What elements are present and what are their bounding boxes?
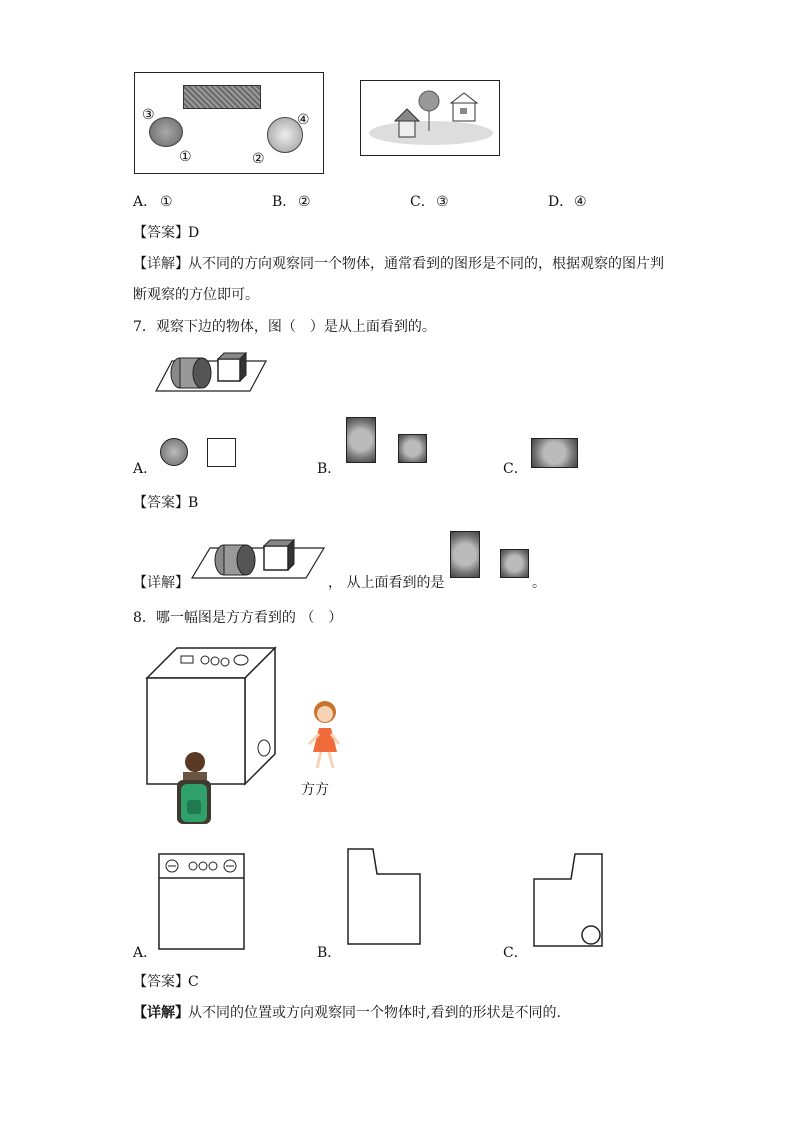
q6-scene-figure: [360, 80, 500, 156]
q8-question: 8．哪一幅图是方方看到的 （ ）: [133, 610, 343, 626]
scene-drawing: [361, 81, 499, 155]
q6-option-a-letter: A．: [133, 194, 158, 210]
q7-answer: B: [188, 495, 199, 511]
q8-scene-figure: [133, 640, 343, 835]
q7-b-square: [398, 434, 427, 463]
q8-answer-label: 【答案】: [133, 974, 189, 990]
q6-map-figure: [134, 72, 324, 174]
q8-a-front-view: [158, 853, 246, 951]
label-circle-3: ③: [142, 107, 155, 123]
label-circle-4: ④: [297, 112, 310, 128]
q7-option-c: C．: [503, 461, 528, 477]
q6-detail-label: 【详解】: [133, 256, 189, 272]
girl-name-label: 方方: [301, 782, 329, 798]
q7-detail-end: 。: [532, 575, 546, 591]
q7-c-rectangle: [531, 438, 578, 468]
q6-detail-line1: 从不同的方向观察同一个物体，通常看到的图形是不同的，根据观察的图片判: [188, 256, 664, 272]
q8-detail: 从不同的位置或方向观察同一个物体时,看到的形状是不同的.: [188, 1005, 561, 1021]
q7-detail-label: 【详解】: [133, 575, 189, 591]
q6-answer-label: 【答案】: [133, 225, 189, 241]
q7-detail-objects-figure: [190, 530, 326, 582]
q7-objects-figure: [144, 345, 268, 395]
q6-option-c-value: ③: [436, 194, 449, 210]
building-shape: [183, 85, 261, 109]
q6-option-a-value: ①: [160, 194, 173, 210]
label-circle-2: ②: [252, 151, 265, 167]
q7-question: 7．观察下边的物体，图（ ）是从上面看到的。: [133, 319, 436, 335]
q8-option-a: A．: [133, 945, 158, 961]
q7-detail-square: [500, 549, 529, 578]
q8-c-side-view: [533, 853, 605, 949]
q7-answer-label: 【答案】: [133, 495, 189, 511]
q6-option-b-value: ②: [298, 194, 311, 210]
q6-option-d-value: ④: [574, 194, 587, 210]
label-circle-1: ①: [179, 149, 192, 165]
q7-option-b: B．: [317, 461, 342, 477]
q6-detail-line2: 断观察的方位即可。: [133, 287, 259, 303]
q8-answer: C: [188, 974, 199, 990]
q6-answer: D: [188, 225, 200, 241]
q7-a-square: [207, 438, 236, 467]
q6-option-c-letter: C．: [410, 194, 435, 210]
q8-option-c: C．: [503, 945, 528, 961]
q6-option-b-letter: B．: [272, 194, 297, 210]
q8-detail-label: 【详解】: [133, 1005, 189, 1021]
q6-option-d-letter: D．: [548, 194, 574, 210]
q7-detail-rectangle: [450, 531, 480, 578]
q7-b-rectangle: [346, 417, 376, 463]
q7-detail-mid: ， 从上面看到的是: [328, 575, 445, 591]
q7-a-circle: [160, 438, 188, 466]
q8-b-side-view: [347, 848, 423, 946]
q7-option-a: A．: [133, 461, 158, 477]
q8-option-b: B．: [317, 945, 342, 961]
